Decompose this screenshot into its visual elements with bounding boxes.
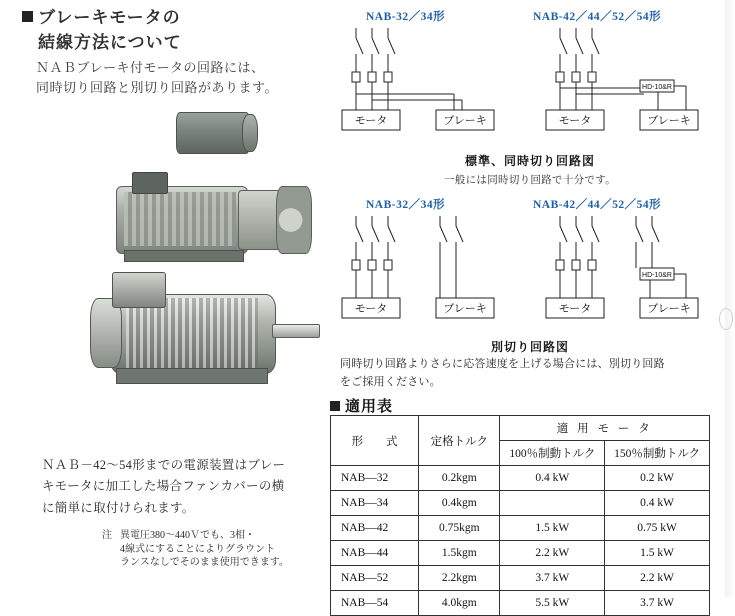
power-supply-note [42, 455, 320, 519]
table-header-row-1 [331, 416, 710, 441]
svg-text:モータ: モータ [354, 115, 388, 127]
left-column [0, 0, 330, 597]
cell-150: 2.2 kW [605, 566, 710, 591]
voltage-footnote-line1: 異電圧380～440Ｖでも、3相・ [120, 530, 255, 541]
cell-torque: 0.2kgm [419, 466, 500, 491]
caption-simultaneous-circuit: 標準、同時切り回路図 [464, 154, 595, 168]
caption-separate-circuit: 別切り回路図 [490, 340, 569, 354]
header-150-percent: 150％制動トルク [605, 441, 710, 466]
cell-100: 5.5 kW [500, 591, 605, 616]
caption-separate-note-line1: 同時切り回路よりさらに応答速度を上げる場合には、別切り回路 [340, 358, 665, 370]
circuit-diagram-top-right [540, 24, 730, 144]
binder-hole [719, 308, 733, 330]
power-supply-note-line2: キモータに加工した場合ファンカバーの横 [42, 479, 285, 494]
circuit-label-top-right: NAB-42／44／52／54形 [533, 11, 662, 23]
footnote-mark: 注 [102, 530, 112, 541]
page-title-line2: 結線方法について [38, 32, 182, 52]
cell-model: NAB―44 [331, 541, 419, 566]
motor-base-foot [116, 368, 268, 384]
motor-feet [124, 250, 244, 262]
table-row [331, 591, 710, 616]
svg-text:モータ: モータ [354, 303, 388, 315]
header-100-percent: 100％制動トルク [500, 441, 605, 466]
circuit-label-bottom-left: NAB-32／34形 [366, 199, 446, 211]
caption-separate-note-line2: をご採用ください。 [340, 375, 441, 388]
brake-unit-photo [176, 108, 260, 156]
svg-text:モータ: モータ [558, 115, 592, 127]
header-applied-motor: 適 用 モ ー タ [500, 416, 710, 441]
svg-text:HD-10&R: HD-10&R [642, 272, 672, 279]
voltage-footnote-line3: ランスなしでそのまま使用できます。 [120, 557, 289, 568]
svg-text:HD-10&R: HD-10&R [642, 84, 672, 91]
cell-100: 3.7 kW [500, 566, 605, 591]
application-table [330, 415, 710, 616]
terminal-box [132, 172, 168, 194]
table-row [331, 491, 710, 516]
cell-100 [500, 491, 605, 516]
table-row [331, 566, 710, 591]
caption-simultaneous-note: 一般には同時切り回路で十分です。 [444, 175, 616, 186]
intro-text [36, 58, 326, 98]
brake-unit-cap [242, 114, 258, 152]
motor-cooling-fins [126, 298, 258, 368]
caption-separate-note [340, 356, 730, 391]
circuit-label-bottom-right: NAB-42／44／52／54形 [533, 199, 662, 211]
cell-torque: 1.5kgm [419, 541, 500, 566]
circuit-label-top-left: NAB-32／34形 [366, 11, 446, 23]
page-title-line1: ブレーキモータの [38, 8, 181, 27]
svg-text:モータ: モータ [558, 303, 592, 315]
table-row [331, 466, 710, 491]
bullet-square-icon [22, 11, 33, 22]
table-title-text: 適用表 [345, 399, 394, 415]
cell-model: NAB―32 [331, 466, 419, 491]
power-supply-note-line3: に簡単に取付けられます。 [42, 500, 195, 515]
cooling-fan [276, 186, 312, 254]
svg-text:ブレーキ: ブレーキ [647, 115, 691, 127]
cell-150: 0.2 kW [605, 466, 710, 491]
intro-line-1: ＮＡＢブレーキ付モータの回路には、 [36, 60, 265, 75]
cell-100: 2.2 kW [500, 541, 605, 566]
svg-text:ブレーキ: ブレーキ [443, 115, 487, 127]
motor-with-fan-photo [110, 170, 310, 280]
circuit-diagram-top-left [336, 24, 526, 144]
page-edge-shadow [725, 0, 735, 597]
cell-150: 3.7 kW [605, 591, 710, 616]
svg-text:ブレーキ: ブレーキ [443, 303, 487, 315]
cell-model: NAB―52 [331, 566, 419, 591]
cell-torque: 0.75kgm [419, 516, 500, 541]
cell-model: NAB―54 [331, 591, 419, 616]
cell-model: NAB―34 [331, 491, 419, 516]
cell-torque: 2.2kgm [419, 566, 500, 591]
circuit-diagram-bottom-left [336, 212, 526, 332]
cell-model: NAB―42 [331, 516, 419, 541]
motor-terminal-box [112, 272, 166, 308]
brake-motor-photo [86, 276, 316, 404]
cell-150: 0.75 kW [605, 516, 710, 541]
motor-endbell [90, 298, 122, 368]
table-row [331, 516, 710, 541]
voltage-footnote-line2: 4線式にすることによりグラウント [120, 543, 275, 555]
voltage-footnote [102, 529, 325, 570]
cell-150: 0.4 kW [605, 491, 710, 516]
brake-unit-body [176, 112, 250, 154]
circuit-diagram-bottom-right [540, 212, 730, 332]
svg-text:ブレーキ: ブレーキ [647, 303, 691, 315]
bullet-square-icon-table [330, 401, 340, 411]
cell-100: 1.5 kW [500, 516, 605, 541]
header-model: 形 式 [331, 416, 419, 466]
intro-line-2: 同時切り回路と別切り回路があります。 [36, 80, 278, 96]
cell-150: 1.5 kW [605, 541, 710, 566]
table-title [330, 395, 393, 416]
power-supply-note-line1: ＮＡＢ－42～54形までの電源装置はブレー [42, 458, 286, 472]
motor-shaft [272, 324, 320, 338]
cell-torque: 0.4kgm [419, 491, 500, 516]
motor-fins [124, 192, 236, 246]
page-title [22, 6, 322, 55]
cell-torque: 4.0kgm [419, 591, 500, 616]
table-row [331, 541, 710, 566]
cell-100: 0.4 kW [500, 466, 605, 491]
header-torque: 定格トルク [419, 416, 500, 466]
